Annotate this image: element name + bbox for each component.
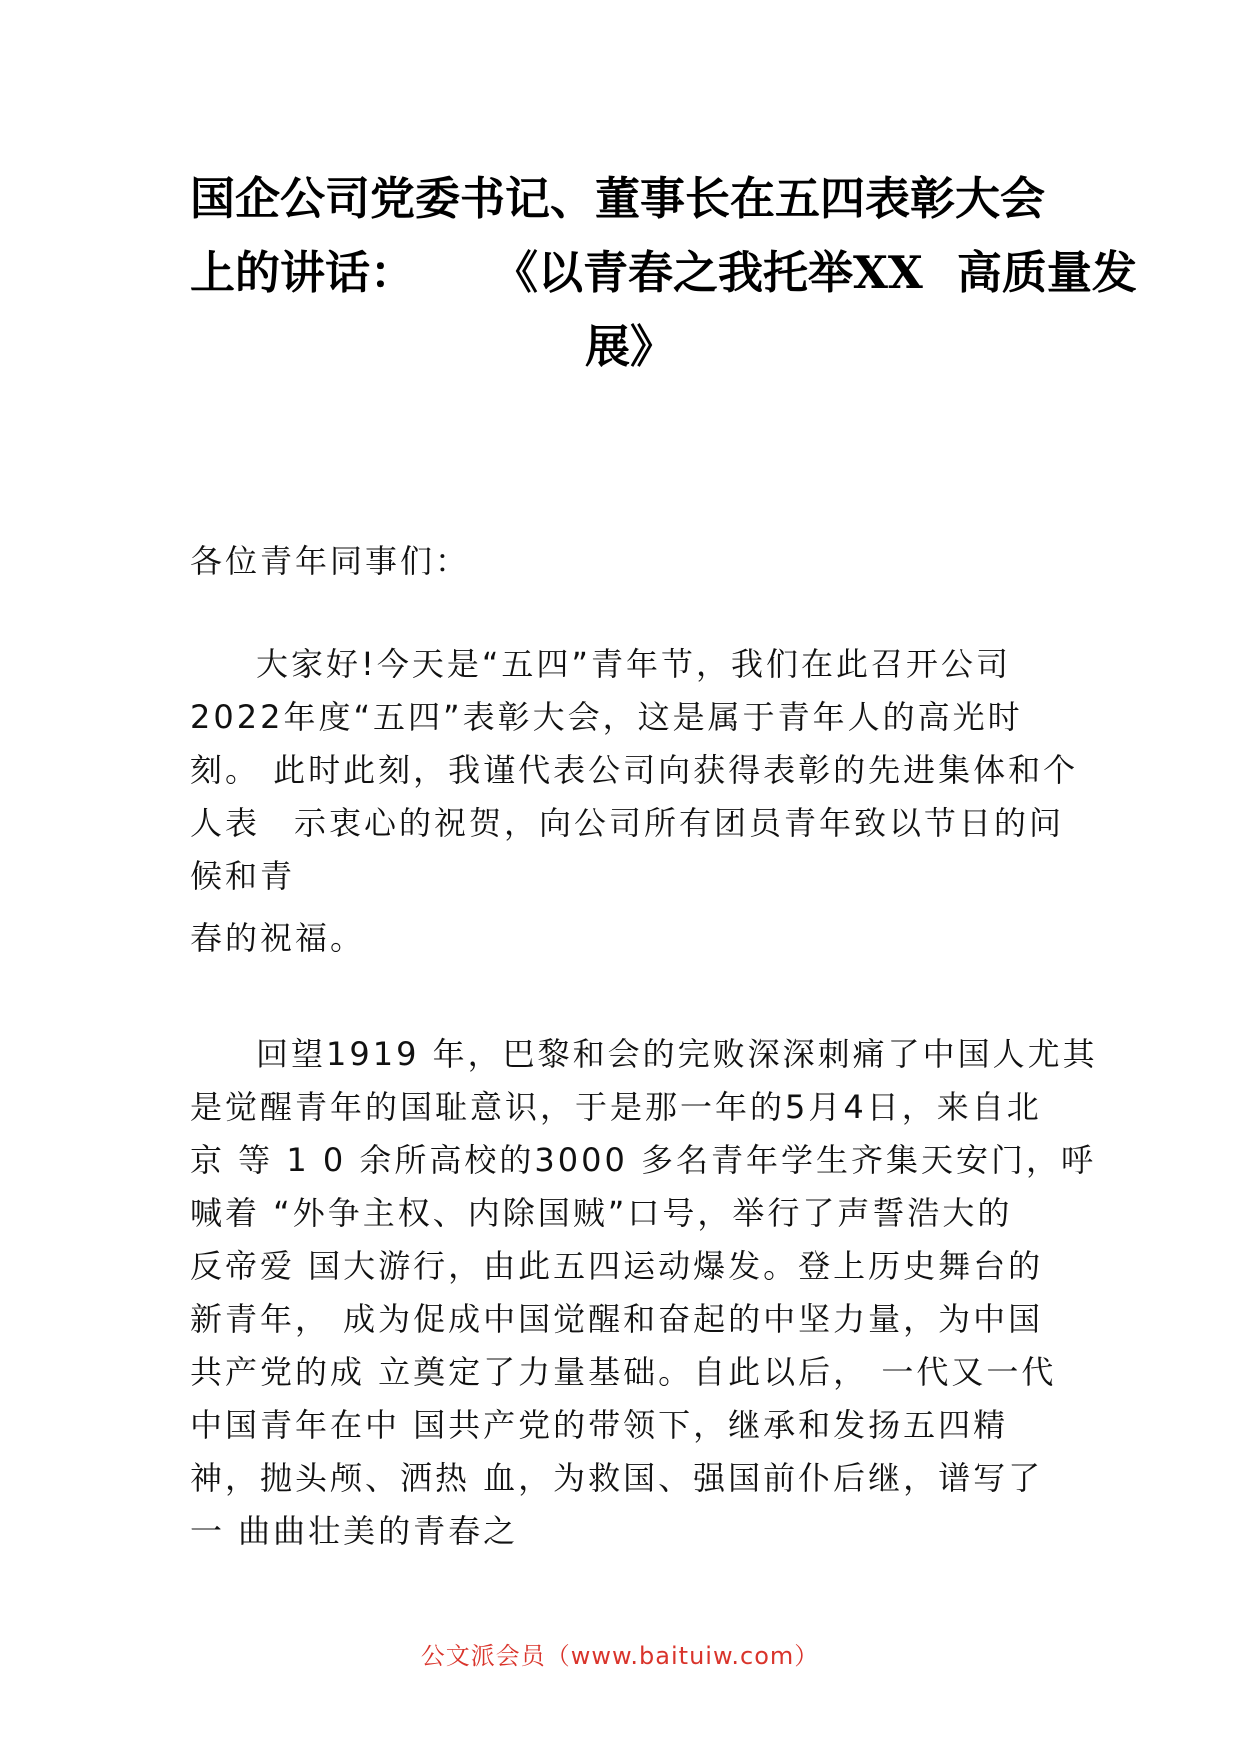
title-line-2-part-1: 上的讲话： [190, 246, 416, 299]
paragraph-2-line-9: 神，抛头颅、洒热 血，为救国、强国前仆后继，谱写了 [190, 1459, 1044, 1497]
paragraph-1-line-4-part-2: 示衷心的祝贺，向公司所有团员青年致以节日的问 [294, 804, 1065, 842]
paragraph-2-line-7: 共产党的成 立奠定了力量基础。自此以后， 一代又一代 [190, 1353, 1057, 1391]
greeting: 各位青年同事们： [190, 542, 471, 580]
paragraph-1-end: 春的祝福。 [190, 919, 366, 957]
paragraph-1-line-3: 刻。 此时此刻，我谨代表公司向获得表彰的先进集体和个 [190, 751, 1079, 789]
paragraph-2-line-3: 京 等 1 0 余所高校的3000 多名青年学生齐集天安门，呼 [190, 1141, 1097, 1179]
paragraph-2-line-10: 一 曲曲壮美的青春之 [190, 1512, 519, 1550]
title-line-2 [190, 236, 1137, 310]
paragraph-2-line-2: 是觉醒青年的国耻意识，于是那一年的5月4日，来自北 [190, 1088, 1042, 1126]
footer-watermark-link[interactable]: 公文派会员（www.baituiw.com） [420, 1642, 820, 1670]
paragraph-2-line-1-text: 回望1919 年，巴黎和会的完败深深刺痛了中国人尤其 [256, 1035, 1098, 1073]
document-title [190, 162, 1137, 384]
title-line-2-part-2: 《以青春之我托举XX [493, 246, 923, 299]
paragraph-2-line-6: 新青年， 成为促成中国觉醒和奋起的中坚力量，为中国 [190, 1300, 1044, 1338]
title-line-3: 展》 [584, 320, 675, 373]
title-line-2-part-3: 高质量发 [956, 246, 1137, 299]
paragraph-2-line-5: 反帝爱 国大游行，由此五四运动爆发。登上历史舞台的 [190, 1247, 1044, 1285]
paragraph-1-line-2: 2022年度“五四”表彰大会，这是属于青年人的高光时 [190, 698, 1023, 736]
paragraph-1-line-5: 候和青 [190, 857, 296, 895]
paragraph-1-line-1-text: 大家好!今天是“五四”青年节，我们在此召开公司 [256, 645, 1011, 683]
paragraph-2 [190, 1028, 1098, 1558]
paragraph-2-line-8: 中国青年在中 国共产党的带领下，继承和发扬五四精 [190, 1406, 1009, 1444]
paragraph-2-line-4: 喊着 “外争主权、内除国贼”口号，举行了声誓浩大的 [190, 1194, 1013, 1232]
title-line-1: 国企公司党委书记、董事长在五四表彰大会 [190, 172, 1046, 225]
paragraph-2-line-1 [190, 1028, 1098, 1081]
paragraph-1-line-4-part-1: 人表 [190, 804, 261, 842]
paragraph-1 [190, 638, 1078, 903]
paragraph-1-line-1 [190, 638, 1078, 691]
paragraph-1-line-4 [190, 797, 1078, 850]
